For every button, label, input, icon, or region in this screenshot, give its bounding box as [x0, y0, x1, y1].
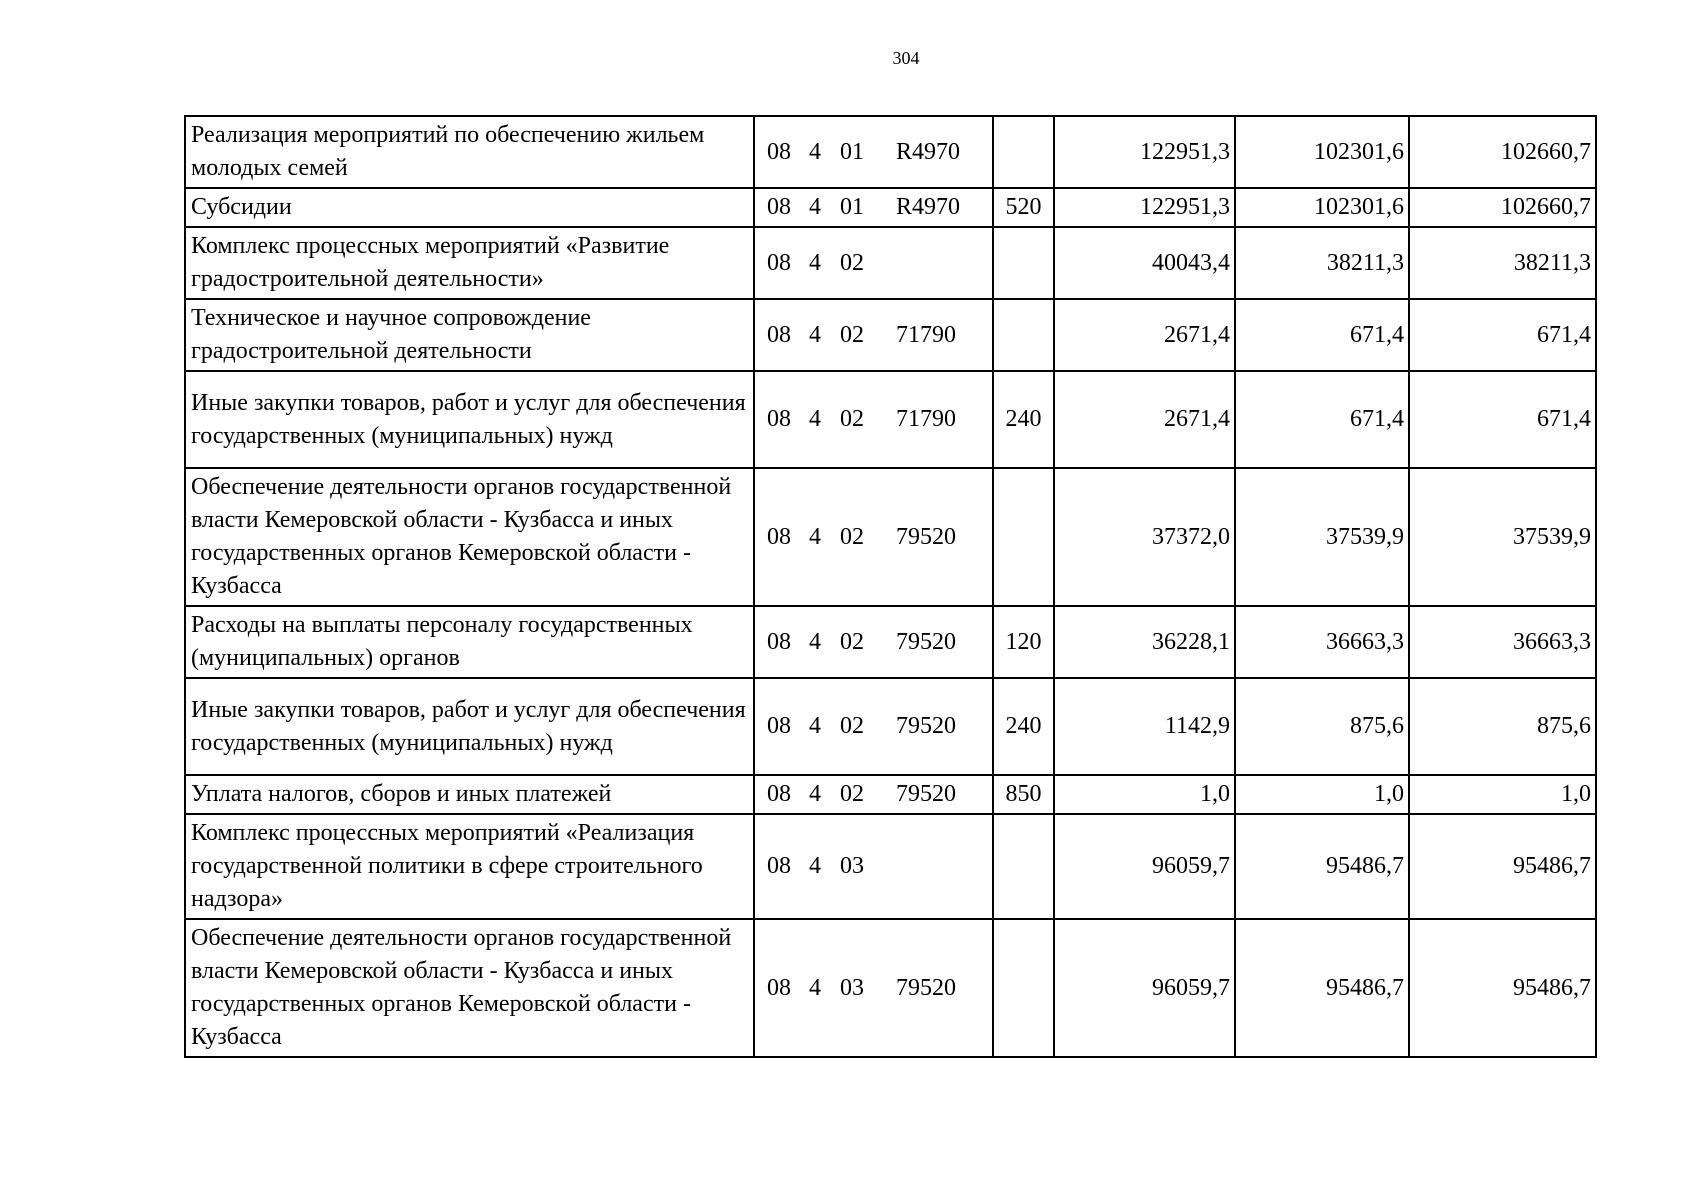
- row-expense-type: [993, 116, 1054, 188]
- row-amount-3: 36663,3: [1409, 606, 1596, 678]
- row-amount-3: 1,0: [1409, 775, 1596, 814]
- row-expense-type: [993, 919, 1054, 1057]
- code-program: 4: [809, 628, 821, 655]
- row-amount-2: 671,4: [1235, 371, 1409, 468]
- row-name: Комплекс процессных мероприятий «Развитие градостроительной деятельности»: [185, 227, 754, 299]
- code-section: 08: [767, 138, 791, 165]
- row-amount-2: 102301,6: [1235, 116, 1409, 188]
- code-section: 08: [767, 194, 791, 220]
- code-article: 79520: [896, 713, 956, 739]
- row-amount-1: 96059,7: [1054, 919, 1235, 1057]
- row-classification-code: [754, 299, 993, 371]
- row-name: Уплата налогов, сборов и иных платежей: [185, 775, 754, 814]
- code-article: 79520: [896, 974, 956, 1001]
- row-expense-type: 120: [993, 606, 1054, 678]
- row-classification-code: [754, 606, 993, 678]
- code-article: R4970: [896, 194, 961, 220]
- code-subprogram: 01: [840, 194, 864, 220]
- row-expense-type: [993, 299, 1054, 371]
- code-section: 08: [767, 406, 791, 432]
- table-row: [185, 188, 1596, 227]
- table-row: [185, 775, 1596, 814]
- row-name: Иные закупки товаров, работ и услуг для обеспечения государственных (муниципальных) нужд: [185, 371, 754, 468]
- code-subprogram: 02: [840, 713, 864, 739]
- table-row: [185, 814, 1596, 919]
- row-classification-code: [754, 468, 993, 606]
- row-amount-1: 2671,4: [1054, 371, 1235, 468]
- code-program: 4: [809, 406, 821, 432]
- code-section: 08: [767, 321, 791, 348]
- code-program: 4: [809, 523, 821, 550]
- table-row: [185, 299, 1596, 371]
- row-amount-2: 102301,6: [1235, 188, 1409, 227]
- table-row: [185, 468, 1596, 606]
- code-program: 4: [809, 713, 821, 739]
- code-program: 4: [809, 781, 821, 807]
- row-classification-code: [754, 371, 993, 468]
- row-amount-1: 40043,4: [1054, 227, 1235, 299]
- row-amount-1: 36228,1: [1054, 606, 1235, 678]
- row-expense-type: 850: [993, 775, 1054, 814]
- row-amount-2: 95486,7: [1235, 814, 1409, 919]
- code-program: 4: [809, 194, 821, 220]
- table-row: [185, 919, 1596, 1057]
- code-section: 08: [767, 781, 791, 807]
- row-amount-3: 102660,7: [1409, 188, 1596, 227]
- code-subprogram: 02: [840, 628, 864, 655]
- row-expense-type: 520: [993, 188, 1054, 227]
- row-amount-3: 38211,3: [1409, 227, 1596, 299]
- row-amount-3: 37539,9: [1409, 468, 1596, 606]
- row-amount-2: 1,0: [1235, 775, 1409, 814]
- row-amount-1: 122951,3: [1054, 116, 1235, 188]
- code-subprogram: 01: [840, 138, 864, 165]
- row-amount-3: 875,6: [1409, 678, 1596, 775]
- budget-table: [184, 115, 1597, 1058]
- row-name: Обеспечение деятельности органов государственной власти Кемеровской области - Кузбасса и иных государственных органов Кемеровской области - Кузбасса: [185, 919, 754, 1057]
- code-program: 4: [809, 138, 821, 165]
- table-row: [185, 606, 1596, 678]
- row-amount-3: 671,4: [1409, 299, 1596, 371]
- row-classification-code: [754, 775, 993, 814]
- row-classification-code: [754, 678, 993, 775]
- code-article: 79520: [896, 781, 956, 807]
- code-article: 79520: [896, 628, 956, 655]
- code-article: 79520: [896, 523, 956, 550]
- code-subprogram: 02: [840, 781, 864, 807]
- row-classification-code: [754, 188, 993, 227]
- row-amount-2: 95486,7: [1235, 919, 1409, 1057]
- code-subprogram: 02: [840, 523, 864, 550]
- code-program: 4: [809, 974, 821, 1001]
- row-amount-2: 671,4: [1235, 299, 1409, 371]
- row-amount-1: 1,0: [1054, 775, 1235, 814]
- row-amount-3: 102660,7: [1409, 116, 1596, 188]
- row-name: Обеспечение деятельности органов государственной власти Кемеровской области - Кузбасса и иных государственных органов Кемеровской области - Кузбасса: [185, 468, 754, 606]
- row-amount-1: 122951,3: [1054, 188, 1235, 227]
- row-classification-code: [754, 814, 993, 919]
- row-expense-type: 240: [993, 371, 1054, 468]
- row-expense-type: 240: [993, 678, 1054, 775]
- row-amount-1: 37372,0: [1054, 468, 1235, 606]
- row-expense-type: [993, 227, 1054, 299]
- table-row: [185, 678, 1596, 775]
- row-amount-3: 95486,7: [1409, 814, 1596, 919]
- code-section: 08: [767, 853, 791, 879]
- row-amount-2: 875,6: [1235, 678, 1409, 775]
- row-amount-1: 1142,9: [1054, 678, 1235, 775]
- row-amount-3: 671,4: [1409, 371, 1596, 468]
- table-row: [185, 371, 1596, 468]
- code-subprogram: 03: [840, 853, 864, 879]
- row-amount-1: 96059,7: [1054, 814, 1235, 919]
- code-section: 08: [767, 713, 791, 739]
- code-article: 71790: [896, 406, 956, 432]
- row-expense-type: [993, 814, 1054, 919]
- code-section: 08: [767, 249, 791, 276]
- code-section: 08: [767, 523, 791, 550]
- row-amount-2: 38211,3: [1235, 227, 1409, 299]
- row-amount-1: 2671,4: [1054, 299, 1235, 371]
- row-name: Комплекс процессных мероприятий «Реализация государственной политики в сфере строительного надзора»: [185, 814, 754, 919]
- row-name: Реализация мероприятий по обеспечению жильем молодых семей: [185, 116, 754, 188]
- row-classification-code: [754, 116, 993, 188]
- code-program: 4: [809, 249, 821, 276]
- code-subprogram: 03: [840, 974, 864, 1001]
- code-section: 08: [767, 974, 791, 1001]
- row-name: Расходы на выплаты персоналу государственных (муниципальных) органов: [185, 606, 754, 678]
- code-article: 71790: [896, 321, 956, 348]
- code-article: R4970: [896, 138, 961, 165]
- row-amount-2: 37539,9: [1235, 468, 1409, 606]
- row-amount-2: 36663,3: [1235, 606, 1409, 678]
- row-amount-3: 95486,7: [1409, 919, 1596, 1057]
- code-subprogram: 02: [840, 321, 864, 348]
- table-body: [185, 116, 1596, 1057]
- table-row: [185, 116, 1596, 188]
- code-subprogram: 02: [840, 249, 864, 276]
- page-number: 304: [892, 48, 920, 68]
- row-name: Субсидии: [185, 188, 754, 227]
- row-expense-type: [993, 468, 1054, 606]
- row-classification-code: [754, 227, 993, 299]
- row-name: Техническое и научное сопровождение градостроительной деятельности: [185, 299, 754, 371]
- code-program: 4: [809, 853, 821, 879]
- code-section: 08: [767, 628, 791, 655]
- code-program: 4: [809, 321, 821, 348]
- table-row: [185, 227, 1596, 299]
- code-subprogram: 02: [840, 406, 864, 432]
- row-classification-code: [754, 919, 993, 1057]
- row-name: Иные закупки товаров, работ и услуг для обеспечения государственных (муниципальных) нужд: [185, 678, 754, 775]
